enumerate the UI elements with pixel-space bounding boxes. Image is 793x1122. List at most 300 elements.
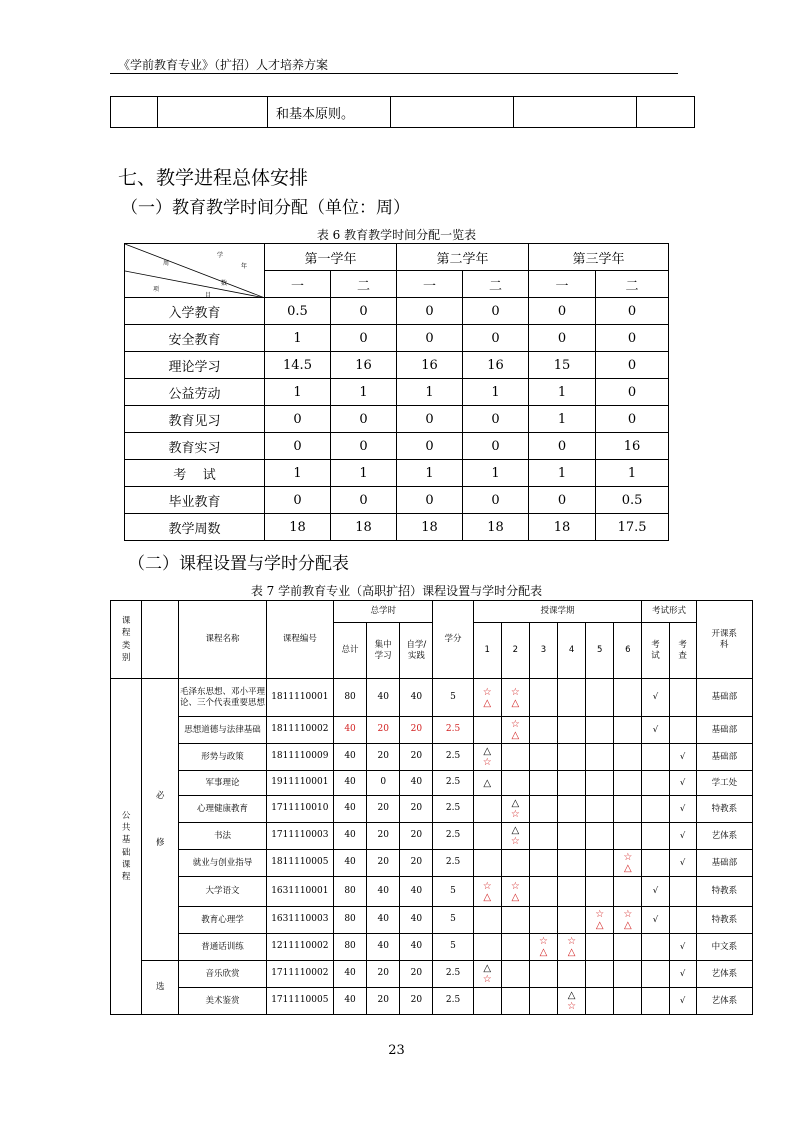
department: 学工处 bbox=[696, 771, 752, 796]
concentrated-hours: 20 bbox=[367, 850, 400, 877]
course-hours-table bbox=[110, 600, 753, 1015]
header-terms: 授课学期 bbox=[473, 601, 642, 623]
category-char: 课 bbox=[121, 859, 131, 870]
term-mark bbox=[529, 717, 557, 744]
term-mark bbox=[501, 796, 529, 823]
course-code: 1631110003 bbox=[266, 907, 333, 934]
week-value: 0 bbox=[529, 487, 596, 514]
page-number: 23 bbox=[388, 1043, 405, 1058]
self-study-hours: 20 bbox=[400, 988, 433, 1015]
week-value: 14.5 bbox=[265, 352, 331, 379]
self-study-hours: 20 bbox=[400, 744, 433, 771]
subsection-heading-2: （二）课程设置与学时分配表 bbox=[128, 554, 349, 574]
term-mark bbox=[473, 934, 501, 961]
term-mark bbox=[557, 717, 585, 744]
week-value: 1 bbox=[331, 460, 397, 487]
concentrated-hours: 0 bbox=[367, 771, 400, 796]
check-mark: √ bbox=[669, 988, 696, 1015]
course-row bbox=[111, 679, 753, 717]
week-value: 18 bbox=[331, 514, 397, 541]
term-mark bbox=[557, 823, 585, 850]
week-value: 0 bbox=[397, 487, 463, 514]
corner-label-e: 数 bbox=[221, 280, 228, 287]
term-mark bbox=[501, 679, 529, 717]
cont-cell-6 bbox=[637, 97, 695, 128]
concentrated-hours: 20 bbox=[367, 744, 400, 771]
check-mark: √ bbox=[669, 961, 696, 988]
star-icon: ☆ bbox=[510, 686, 520, 698]
term-mark bbox=[529, 934, 557, 961]
term-mark bbox=[501, 744, 529, 771]
term-mark bbox=[614, 717, 642, 744]
header-category-char: 课 bbox=[121, 615, 131, 626]
term-header: 二 bbox=[596, 271, 669, 298]
self-study-hours: 40 bbox=[400, 771, 433, 796]
header-category-char: 程 bbox=[121, 628, 131, 639]
category-char: 础 bbox=[121, 847, 131, 858]
week-value: 1 bbox=[397, 379, 463, 406]
time-allocation-table bbox=[124, 243, 669, 541]
course-name: 形势与政策 bbox=[179, 744, 266, 771]
term-mark bbox=[557, 907, 585, 934]
week-value: 1 bbox=[529, 406, 596, 433]
department: 特教系 bbox=[696, 796, 752, 823]
term-mark bbox=[473, 877, 501, 907]
credit-value: 5 bbox=[433, 934, 473, 961]
course-row bbox=[111, 823, 753, 850]
term-mark bbox=[501, 988, 529, 1015]
term-mark bbox=[586, 717, 614, 744]
week-value: 1 bbox=[265, 325, 331, 352]
week-value: 0 bbox=[529, 298, 596, 325]
term-mark bbox=[473, 796, 501, 823]
credit-value: 2.5 bbox=[433, 771, 473, 796]
exam-mark bbox=[642, 823, 669, 850]
week-value: 18 bbox=[397, 514, 463, 541]
header-term-6: 6 bbox=[614, 623, 642, 679]
credit-value: 2.5 bbox=[433, 717, 473, 744]
triangle-icon: △ bbox=[567, 947, 576, 958]
term-mark bbox=[586, 823, 614, 850]
row-label: 入学教育 bbox=[125, 298, 265, 325]
course-code: 1811110009 bbox=[266, 744, 333, 771]
course-name: 美术鉴赏 bbox=[179, 988, 266, 1015]
term-header: 一 bbox=[397, 271, 463, 298]
week-value: 0 bbox=[397, 433, 463, 460]
elective-group: 选 bbox=[142, 961, 179, 1015]
triangle-icon: △ bbox=[511, 798, 520, 809]
cont-cell-4 bbox=[391, 97, 514, 128]
total-hours: 40 bbox=[333, 850, 366, 877]
corner-label-f: 目 bbox=[205, 292, 212, 299]
self-study-hours: 20 bbox=[400, 796, 433, 823]
department: 艺体系 bbox=[696, 988, 752, 1015]
exam-mark: √ bbox=[642, 877, 669, 907]
week-value: 0 bbox=[397, 406, 463, 433]
required-char: 修 bbox=[155, 837, 165, 848]
term-mark bbox=[557, 934, 585, 961]
week-value: 1 bbox=[331, 379, 397, 406]
week-value: 1 bbox=[596, 460, 669, 487]
header-term-5: 5 bbox=[586, 623, 614, 679]
term-mark bbox=[586, 850, 614, 877]
triangle-icon: △ bbox=[511, 891, 520, 903]
week-value: 0 bbox=[596, 325, 669, 352]
self-study-hours: 40 bbox=[400, 907, 433, 934]
term-mark bbox=[529, 850, 557, 877]
credit-value: 5 bbox=[433, 907, 473, 934]
course-name: 思想道德与法律基础 bbox=[179, 717, 266, 744]
year-header-3: 第三学年 bbox=[529, 244, 669, 271]
term-mark bbox=[614, 961, 642, 988]
table6-row bbox=[125, 298, 669, 325]
header-rule bbox=[110, 73, 678, 74]
term-mark bbox=[557, 877, 585, 907]
triangle-icon: △ bbox=[483, 891, 492, 903]
credit-value: 2.5 bbox=[433, 796, 473, 823]
cont-cell-5 bbox=[514, 97, 637, 128]
term-mark bbox=[614, 988, 642, 1015]
exam-mark bbox=[642, 988, 669, 1015]
course-row bbox=[111, 744, 753, 771]
term-mark bbox=[586, 771, 614, 796]
term-mark bbox=[473, 771, 501, 796]
term-mark bbox=[557, 796, 585, 823]
header-concentrated bbox=[367, 623, 400, 679]
check-mark: √ bbox=[669, 850, 696, 877]
term-mark bbox=[614, 796, 642, 823]
header-exam-form: 考试形式 bbox=[642, 601, 696, 623]
term-mark bbox=[529, 961, 557, 988]
term-mark bbox=[586, 988, 614, 1015]
table6-row bbox=[125, 325, 669, 352]
check-mark bbox=[669, 679, 696, 717]
corner-header-cell bbox=[125, 244, 265, 298]
term-mark bbox=[473, 907, 501, 934]
cont-cell-1 bbox=[111, 97, 158, 128]
term-mark bbox=[529, 679, 557, 717]
department: 特教系 bbox=[696, 877, 752, 907]
credit-value: 2.5 bbox=[433, 744, 473, 771]
table6-caption: 表 6 教育教学时间分配一览表 bbox=[316, 228, 477, 242]
term-header: 二 bbox=[463, 271, 529, 298]
corner-label-c: 年 bbox=[241, 263, 248, 270]
table6-row bbox=[125, 352, 669, 379]
header-category bbox=[111, 601, 142, 679]
term-mark bbox=[586, 796, 614, 823]
header-self-study-text: 自学/实践 bbox=[406, 639, 427, 661]
category-char: 共 bbox=[121, 822, 131, 833]
triangle-icon: △ bbox=[595, 920, 604, 931]
course-code: 1811110005 bbox=[266, 850, 333, 877]
time-allocation-body bbox=[125, 298, 669, 541]
corner-label-d: 项 bbox=[153, 286, 160, 293]
corner-diagonal-lines bbox=[125, 244, 265, 298]
course-row bbox=[111, 796, 753, 823]
course-code: 1711110003 bbox=[266, 823, 333, 850]
course-row bbox=[111, 771, 753, 796]
exam-mark bbox=[642, 850, 669, 877]
check-mark bbox=[669, 717, 696, 744]
year-header-2: 第二学年 bbox=[397, 244, 529, 271]
week-value: 17.5 bbox=[596, 514, 669, 541]
triangle-icon: △ bbox=[483, 746, 492, 757]
week-value: 0 bbox=[331, 433, 397, 460]
term-mark bbox=[614, 679, 642, 717]
term-mark bbox=[473, 717, 501, 744]
week-value: 0.5 bbox=[596, 487, 669, 514]
term-mark bbox=[529, 907, 557, 934]
course-name: 就业与创业指导 bbox=[179, 850, 266, 877]
table6-row bbox=[125, 487, 669, 514]
week-value: 0 bbox=[463, 298, 529, 325]
term-mark bbox=[501, 961, 529, 988]
course-code: 1211110002 bbox=[266, 934, 333, 961]
table7-caption: 表 7 学前教育专业（高职扩招）课程设置与学时分配表 bbox=[250, 584, 543, 598]
header-term-3: 3 bbox=[529, 623, 557, 679]
term-mark bbox=[529, 988, 557, 1015]
table6-row bbox=[125, 460, 669, 487]
term-mark bbox=[614, 850, 642, 877]
week-value: 16 bbox=[596, 433, 669, 460]
total-hours: 40 bbox=[333, 744, 366, 771]
header-term-1: 1 bbox=[473, 623, 501, 679]
credit-value: 2.5 bbox=[433, 961, 473, 988]
term-mark bbox=[557, 771, 585, 796]
course-row bbox=[111, 877, 753, 907]
section-heading: 七、教学进程总体安排 bbox=[118, 167, 309, 189]
week-value: 18 bbox=[265, 514, 331, 541]
credit-value: 5 bbox=[433, 679, 473, 717]
term-mark bbox=[557, 744, 585, 771]
corner-label-a: 周 bbox=[163, 260, 170, 267]
week-value: 0 bbox=[265, 406, 331, 433]
header-blank bbox=[142, 601, 179, 679]
header-term-4: 4 bbox=[557, 623, 585, 679]
term-header: 一 bbox=[529, 271, 596, 298]
course-name: 大学语文 bbox=[179, 877, 266, 907]
star-icon: ☆ bbox=[510, 836, 520, 847]
course-name: 心理健康教育 bbox=[179, 796, 266, 823]
term-mark bbox=[557, 679, 585, 717]
term-mark bbox=[614, 877, 642, 907]
category-char: 公 bbox=[121, 810, 131, 821]
header-concentrated-text: 集中学习 bbox=[374, 639, 392, 661]
week-value: 0 bbox=[397, 298, 463, 325]
term-mark bbox=[473, 823, 501, 850]
week-value: 0 bbox=[331, 298, 397, 325]
triangle-icon: △ bbox=[623, 863, 632, 874]
header-check bbox=[669, 623, 696, 679]
course-code: 1711110002 bbox=[266, 961, 333, 988]
subsection-heading-1: （一）教育教学时间分配（单位：周） bbox=[121, 198, 410, 218]
term-mark bbox=[586, 907, 614, 934]
term-mark bbox=[501, 717, 529, 744]
self-study-hours: 40 bbox=[400, 679, 433, 717]
course-hours-body bbox=[111, 679, 753, 1015]
course-name: 普通话训练 bbox=[179, 934, 266, 961]
term-mark bbox=[529, 771, 557, 796]
term-mark bbox=[529, 796, 557, 823]
term-mark bbox=[614, 934, 642, 961]
concentrated-hours: 40 bbox=[367, 877, 400, 907]
star-icon: ☆ bbox=[567, 936, 577, 947]
week-value: 0 bbox=[596, 298, 669, 325]
self-study-hours: 20 bbox=[400, 823, 433, 850]
concentrated-hours: 20 bbox=[367, 961, 400, 988]
triangle-icon: △ bbox=[483, 697, 492, 709]
self-study-hours: 40 bbox=[400, 934, 433, 961]
concentrated-hours: 20 bbox=[367, 988, 400, 1015]
total-hours: 80 bbox=[333, 907, 366, 934]
exam-mark bbox=[642, 771, 669, 796]
term-mark bbox=[473, 988, 501, 1015]
week-value: 1 bbox=[463, 379, 529, 406]
self-study-hours: 20 bbox=[400, 850, 433, 877]
term-mark bbox=[501, 907, 529, 934]
week-value: 18 bbox=[529, 514, 596, 541]
check-mark: √ bbox=[669, 744, 696, 771]
week-value: 0 bbox=[463, 433, 529, 460]
term-mark bbox=[614, 823, 642, 850]
cont-cell-text: 和基本原则。 bbox=[268, 97, 391, 128]
week-value: 16 bbox=[331, 352, 397, 379]
self-study-hours: 20 bbox=[400, 961, 433, 988]
star-icon: ☆ bbox=[595, 909, 605, 920]
term-mark bbox=[586, 744, 614, 771]
table6-row bbox=[125, 379, 669, 406]
course-code: 1811110001 bbox=[266, 679, 333, 717]
week-value: 1 bbox=[265, 379, 331, 406]
credit-value: 2.5 bbox=[433, 988, 473, 1015]
course-code: 1711110005 bbox=[266, 988, 333, 1015]
term-header: 二 bbox=[331, 271, 397, 298]
continuation-table bbox=[110, 96, 695, 128]
course-name: 音乐欣赏 bbox=[179, 961, 266, 988]
required-group bbox=[142, 679, 179, 961]
table6-row bbox=[125, 514, 669, 541]
triangle-icon: △ bbox=[483, 963, 492, 974]
total-hours: 40 bbox=[333, 771, 366, 796]
total-hours: 80 bbox=[333, 877, 366, 907]
week-value: 0 bbox=[596, 406, 669, 433]
row-label: 教学周数 bbox=[125, 514, 265, 541]
concentrated-hours: 40 bbox=[367, 907, 400, 934]
course-name: 教育心理学 bbox=[179, 907, 266, 934]
triangle-icon: △ bbox=[483, 777, 492, 789]
triangle-icon: △ bbox=[511, 697, 520, 709]
week-value: 0 bbox=[596, 352, 669, 379]
week-value: 15 bbox=[529, 352, 596, 379]
star-icon: ☆ bbox=[482, 880, 492, 892]
star-icon: ☆ bbox=[510, 880, 520, 892]
corner-label-b: 学 bbox=[217, 252, 224, 259]
term-mark bbox=[473, 850, 501, 877]
department: 基础部 bbox=[696, 717, 752, 744]
week-value: 0 bbox=[397, 325, 463, 352]
header-total-hours: 总学时 bbox=[333, 601, 432, 623]
row-label: 公益劳动 bbox=[125, 379, 265, 406]
required-char: 必 bbox=[155, 791, 165, 802]
term-mark bbox=[586, 679, 614, 717]
check-mark: √ bbox=[669, 934, 696, 961]
week-value: 0 bbox=[529, 325, 596, 352]
star-icon: ☆ bbox=[567, 1001, 577, 1012]
total-hours: 40 bbox=[333, 796, 366, 823]
course-code: 1631110001 bbox=[266, 877, 333, 907]
week-value: 1 bbox=[265, 460, 331, 487]
credit-value: 2.5 bbox=[433, 823, 473, 850]
star-icon: ☆ bbox=[623, 909, 633, 920]
week-value: 0 bbox=[529, 433, 596, 460]
week-value: 18 bbox=[463, 514, 529, 541]
self-study-hours: 20 bbox=[400, 717, 433, 744]
row-label: 毕业教育 bbox=[125, 487, 265, 514]
triangle-icon: △ bbox=[511, 825, 520, 836]
course-row bbox=[111, 717, 753, 744]
course-name: 书法 bbox=[179, 823, 266, 850]
page-header: 《学前教育专业》（扩招）人才培养方案 bbox=[118, 58, 329, 72]
department: 中文系 bbox=[696, 934, 752, 961]
term-mark bbox=[501, 771, 529, 796]
star-icon: ☆ bbox=[623, 852, 633, 863]
week-value: 0.5 bbox=[265, 298, 331, 325]
header-category-char: 别 bbox=[121, 652, 131, 663]
concentrated-hours: 20 bbox=[367, 796, 400, 823]
total-hours: 40 bbox=[333, 823, 366, 850]
course-row bbox=[111, 850, 753, 877]
term-mark bbox=[557, 850, 585, 877]
header-credit: 学分 bbox=[433, 601, 473, 679]
category-char: 程 bbox=[121, 872, 131, 883]
course-code: 1711110010 bbox=[266, 796, 333, 823]
course-name: 军事理论 bbox=[179, 771, 266, 796]
term-mark bbox=[529, 877, 557, 907]
department: 基础部 bbox=[696, 744, 752, 771]
star-icon: ☆ bbox=[482, 686, 492, 698]
cont-cell-2 bbox=[158, 97, 268, 128]
term-mark bbox=[529, 823, 557, 850]
exam-mark bbox=[642, 961, 669, 988]
concentrated-hours: 20 bbox=[367, 717, 400, 744]
course-code: 1911110001 bbox=[266, 771, 333, 796]
term-mark bbox=[614, 771, 642, 796]
row-label: 理论学习 bbox=[125, 352, 265, 379]
credit-value: 2.5 bbox=[433, 850, 473, 877]
term-mark bbox=[586, 961, 614, 988]
department: 基础部 bbox=[696, 679, 752, 717]
triangle-icon: △ bbox=[511, 730, 520, 741]
exam-mark: √ bbox=[642, 907, 669, 934]
star-icon: ☆ bbox=[482, 974, 492, 985]
department: 艺体系 bbox=[696, 823, 752, 850]
term-mark bbox=[557, 961, 585, 988]
header-course-name: 课程名称 bbox=[179, 601, 266, 679]
star-icon: ☆ bbox=[538, 936, 548, 947]
course-code: 1811110002 bbox=[266, 717, 333, 744]
header-check-text: 考查 bbox=[678, 639, 687, 661]
header-exam bbox=[642, 623, 669, 679]
triangle-icon: △ bbox=[623, 920, 632, 931]
star-icon: ☆ bbox=[510, 809, 520, 820]
week-value: 0 bbox=[331, 406, 397, 433]
header-self-study bbox=[400, 623, 433, 679]
term-mark bbox=[501, 934, 529, 961]
table6-row bbox=[125, 433, 669, 460]
check-mark bbox=[669, 877, 696, 907]
exam-mark bbox=[642, 744, 669, 771]
term-mark bbox=[586, 934, 614, 961]
